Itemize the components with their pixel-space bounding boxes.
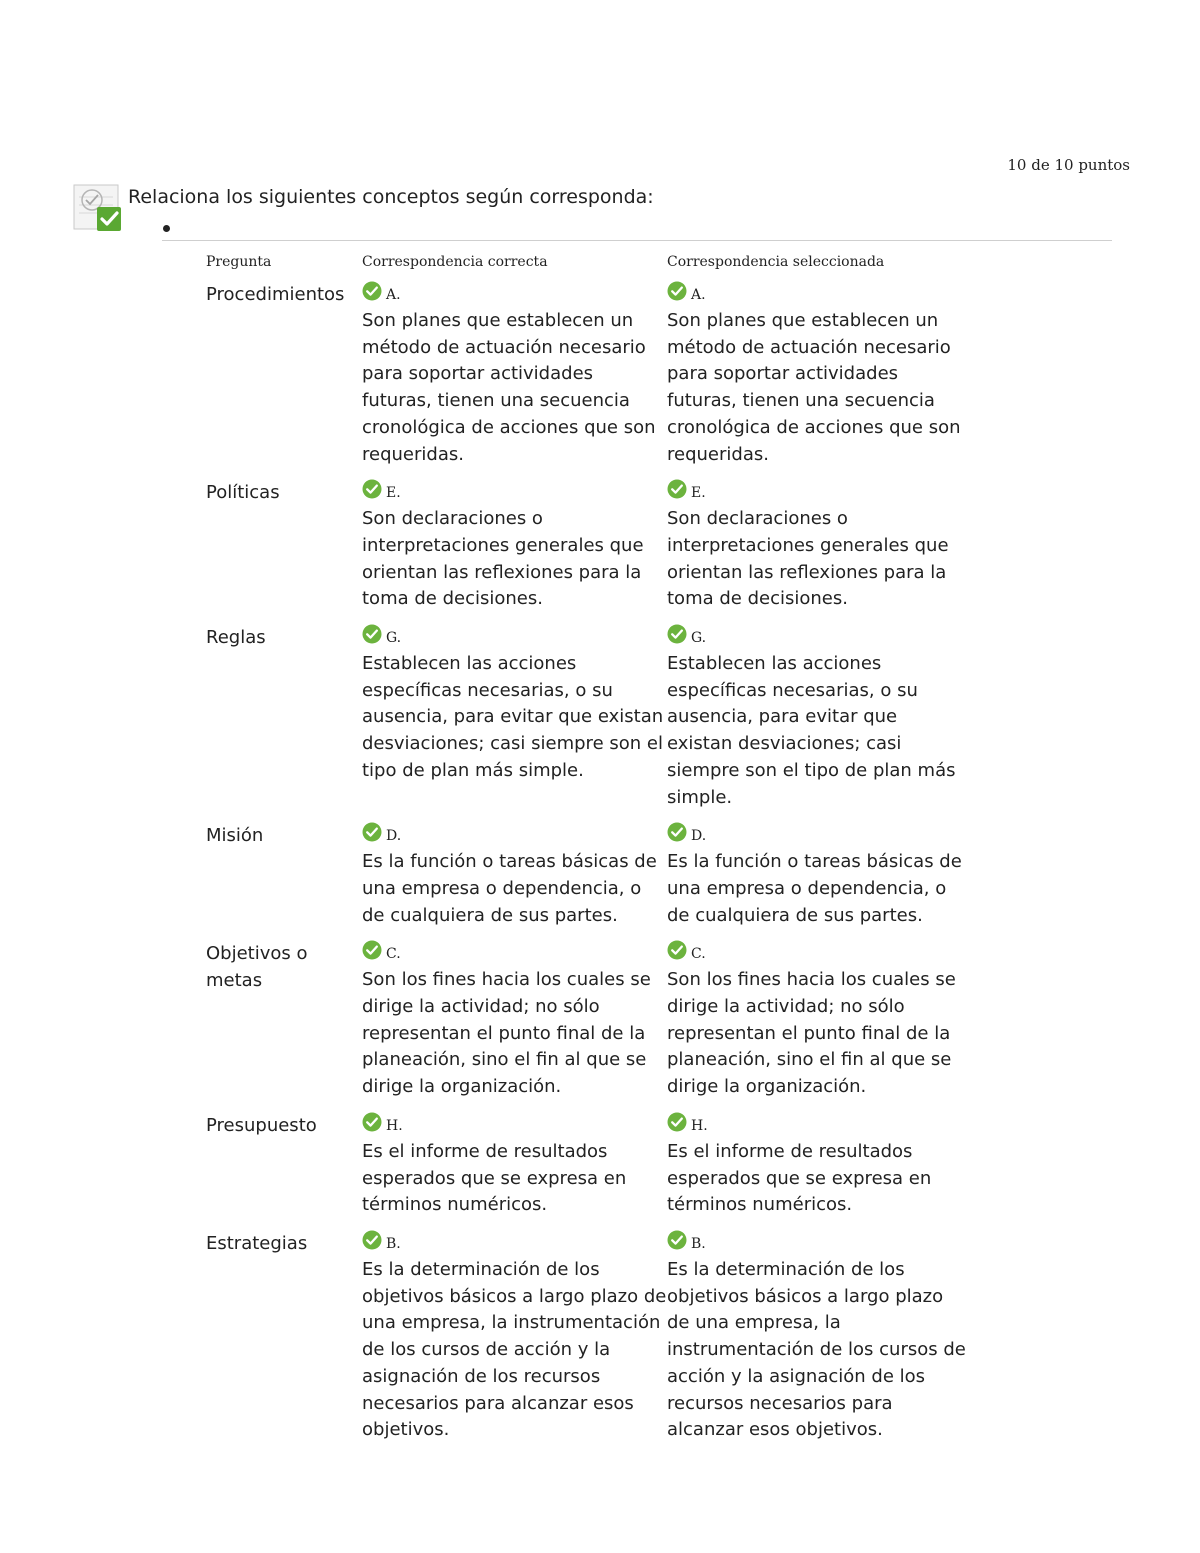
selected-letter: C. [691,946,706,963]
correct-answer-cell [362,941,667,1113]
correct-letter: D. [386,827,402,844]
correct-answer-cell [362,1113,667,1231]
selected-letter: D. [691,827,707,844]
check-icon [362,281,386,310]
table-header-row [206,248,967,276]
header-question: Pregunta [206,254,272,270]
correct-text: Son planes que establecen un método de actuación necesario para soportar actividades futuras, tienen una secuencia cronológica de acciones que son requeridas. [362,310,656,465]
table-row [206,480,967,625]
selected-answer-head [667,480,967,506]
header-selected: Correspondencia seleccionada [667,254,885,270]
correct-answer-cell [362,1231,667,1456]
correct-letter: H. [386,1117,403,1134]
table-row [206,823,967,941]
graded-correct-icon [73,183,123,233]
selected-text: Establecen las acciones específicas necesarias, o su ausencia, para evitar que existan desviaciones; casi siempre son el tipo de plan más simple. [667,653,956,808]
table-row [206,941,967,1113]
header-correct: Correspondencia correcta [362,254,548,270]
correct-text: Es la función o tareas básicas de una empresa o dependencia, o de cualquiera de sus partes. [362,851,657,926]
correct-letter: E. [386,484,401,501]
selected-answer-head [667,1231,967,1257]
selected-letter: G. [691,629,707,646]
correct-answer-head [362,1113,667,1139]
selected-letter: A. [691,286,706,303]
selected-text: Es la función o tareas básicas de una empresa o dependencia, o de cualquiera de sus partes. [667,851,962,926]
selected-answer-cell [667,1231,967,1456]
correct-answer-head [362,941,667,967]
selected-answer-head [667,625,967,651]
answer-table [206,248,967,1456]
term-text: Reglas [206,627,266,649]
correct-text: Son declaraciones o interpretaciones generales que orientan las reflexiones para la toma de decisiones. [362,508,644,610]
term-text: Presupuesto [206,1114,317,1136]
term-text: Objetivos o metas [206,943,308,992]
selected-answer-cell [667,823,967,941]
correct-answer-cell [362,625,667,823]
selected-answer-head [667,823,967,849]
correct-answer-cell [362,276,667,480]
table-body [206,276,967,1456]
correct-answer-head [362,282,667,308]
term-text: Políticas [206,482,280,504]
selected-answer-cell [667,1113,967,1231]
row-term [206,625,362,823]
check-icon [667,1230,691,1259]
row-term [206,480,362,625]
correct-answer-head [362,823,667,849]
check-icon [362,822,386,851]
check-icon [667,624,691,653]
check-icon [667,940,691,969]
check-icon [667,479,691,508]
row-term [206,1231,362,1456]
term-text: Misión [206,825,264,847]
correct-text: Son los fines hacia los cuales se dirige la actividad; no sólo representan el punto final de la planeación, sino el fin al que se dirige la organización. [362,969,651,1098]
check-icon [667,281,691,310]
check-icon [362,479,386,508]
check-icon [362,1112,386,1141]
check-icon [362,940,386,969]
term-text: Procedimientos [206,284,345,305]
correct-letter: A. [386,286,401,303]
table-row [206,1113,967,1231]
correct-letter: C. [386,946,401,963]
correct-text: Es el informe de resultados esperados que se expresa en términos numéricos. [362,1140,627,1216]
correct-letter: B. [386,1235,401,1252]
selected-answer-cell [667,625,967,823]
check-icon [667,822,691,851]
correct-letter: G. [386,629,402,646]
selected-answer-cell [667,941,967,1113]
selected-letter: B. [691,1235,706,1252]
selected-answer-head [667,941,967,967]
check-icon [667,1112,691,1141]
selected-answer-head [667,282,967,308]
selected-text: Es la determinación de los objetivos básicos a largo plazo de una empresa, la instrumentación de los cursos de acción y la asignación de los recursos necesarios para alcanzar esos objetivos. [667,1258,966,1441]
selected-letter: E. [691,484,706,501]
row-term [206,276,362,480]
question-prompt: Relaciona los siguientes conceptos según corresponda: [128,186,654,208]
selected-answer-cell [667,276,967,480]
row-term [206,1113,362,1231]
selected-text: Son los fines hacia los cuales se dirige la actividad; no sólo representan el punto final de la planeación, sino el fin al que se dirige la organización. [667,969,956,1098]
correct-answer-head [362,1231,667,1257]
selected-text: Es el informe de resultados esperados que se expresa en términos numéricos. [667,1140,932,1216]
correct-answer-head [362,480,667,506]
correct-text: Establecen las acciones específicas necesarias, o su ausencia, para evitar que existan desviaciones; casi siempre son el tipo de plan más simple. [362,653,664,781]
check-icon [362,1230,386,1259]
term-text: Estrategias [206,1232,308,1254]
correct-answer-cell [362,823,667,941]
correct-text: Es la determinación de los objetivos básicos a largo plazo de una empresa, la instrumentación de los cursos de acción y la asignación de los recursos necesarios para alcanzar esos objetivos. [362,1258,667,1441]
divider [162,240,1112,241]
list-bullet [163,225,170,232]
correct-answer-cell [362,480,667,625]
check-icon [362,624,386,653]
selected-text: Son planes que establecen un método de actuación necesario para soportar actividades futuras, tienen una secuencia cronológica de acciones que son requeridas. [667,310,961,465]
table-row [206,625,967,823]
selected-answer-head [667,1113,967,1139]
row-term [206,823,362,941]
row-term [206,941,362,1113]
score-label: 10 de 10 puntos [1007,156,1130,174]
correct-answer-head [362,625,667,651]
selected-letter: H. [691,1117,708,1134]
table-row [206,1231,967,1456]
selected-answer-cell [667,480,967,625]
selected-text: Son declaraciones o interpretaciones generales que orientan las reflexiones para la toma de decisiones. [667,508,949,610]
table-row [206,276,967,480]
